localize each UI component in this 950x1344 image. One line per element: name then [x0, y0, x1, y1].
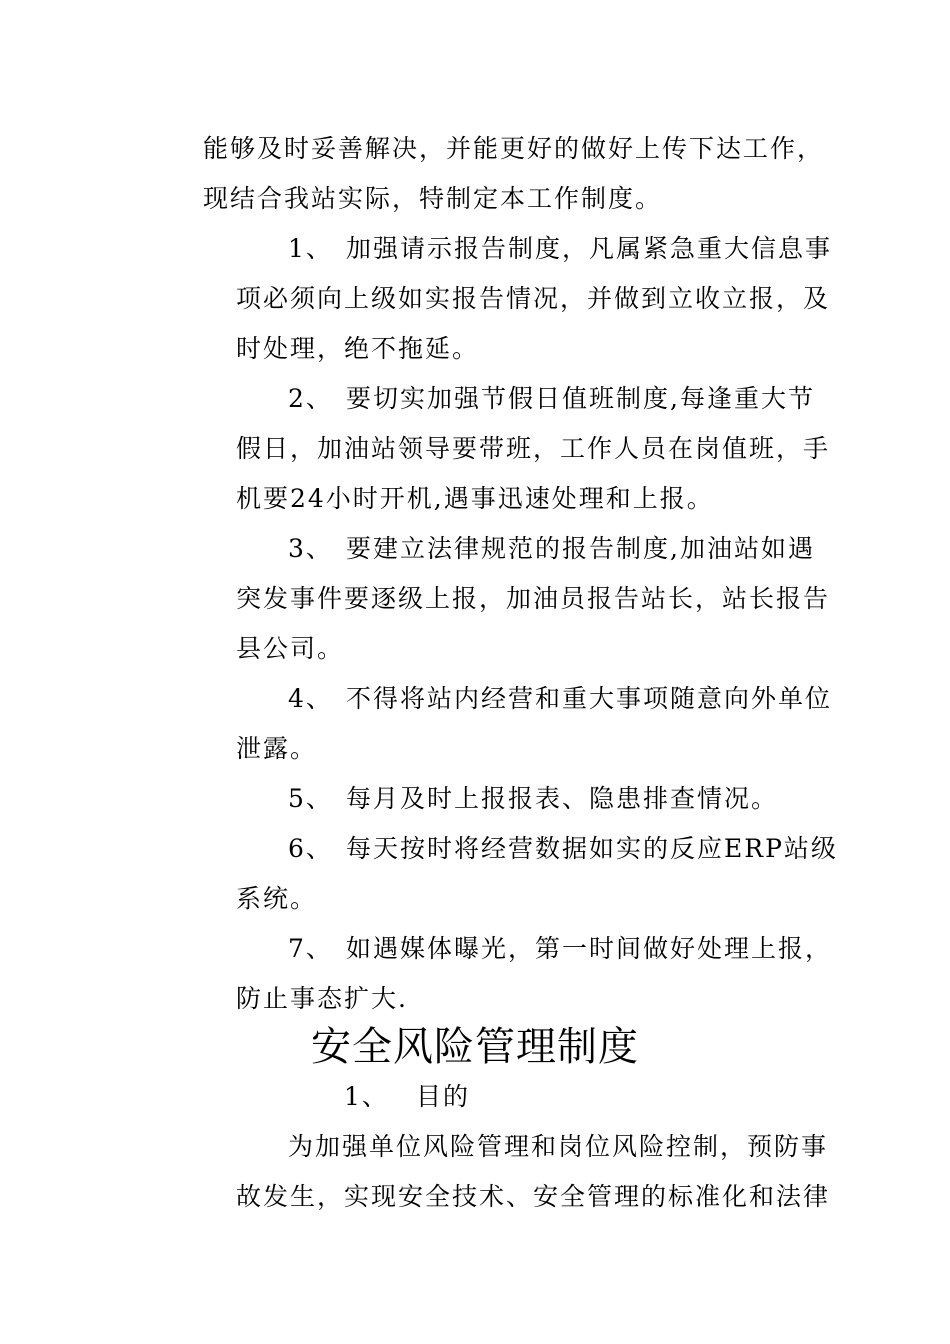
list-item-3-line-3: 县公司。: [236, 634, 345, 663]
list-item-text: 加强请示报告制度，凡属紧急重大信息事: [346, 234, 833, 263]
list-item-text: 要建立法律规范的报告制度,加油站如遇: [346, 534, 815, 563]
list-item-number: 7、: [288, 934, 333, 963]
list-item-2-line-2: 假日，加油站领导要带班，工作人员在岗值班，手: [236, 434, 831, 463]
intro-line-2: 现结合我站实际，特制定本工作制度。: [203, 184, 663, 213]
list-item-1-line-3: 时处理，绝不拖延。: [236, 334, 480, 363]
section-paragraph-line-1: 为加强单位风险管理和岗位风险控制，预防事: [288, 1132, 829, 1161]
list-item-6: [288, 832, 838, 866]
section-subheading: [344, 1080, 470, 1114]
list-item-3: [288, 532, 815, 566]
list-item-text: 要切实加强节假日值班制度,每逢重大节: [346, 384, 815, 413]
list-item-2-line-3: 机要24小时开机,遇事迅速处理和上报。: [236, 484, 714, 513]
list-item-4: [288, 682, 832, 716]
list-item-number: 2、: [288, 384, 333, 413]
list-item-text: 不得将站内经营和重大事项随意向外单位: [346, 684, 833, 713]
intro-line-1: 能够及时妥善解决，并能更好的做好上传下达工作，: [203, 134, 825, 163]
list-item-7-line-2: 防止事态扩大.: [236, 984, 408, 1013]
list-item-4-line-2: 泄露。: [236, 734, 318, 763]
list-item-3-line-2: 突发事件要逐级上报，加油员报告站长，站长报告: [236, 584, 831, 613]
list-item-2: [288, 382, 815, 416]
section-title: 安全风险管理制度: [311, 1024, 639, 1070]
list-item-number: 4、: [288, 684, 333, 713]
list-item-number: 5、: [288, 784, 333, 813]
list-item-text: 每天按时将经营数据如实的反应ERP站级: [346, 834, 838, 863]
subheading-text: 目的: [416, 1082, 471, 1111]
list-item-number: 6、: [288, 834, 333, 863]
section-paragraph-line-2: 故发生，实现安全技术、安全管理的标准化和法律: [236, 1182, 831, 1211]
list-item-text: 每月及时上报报表、隐患排查情况。: [346, 784, 779, 813]
list-item-6-line-2: 系统。: [236, 884, 318, 913]
list-item-number: 3、: [288, 534, 333, 563]
list-item-1: [288, 232, 832, 266]
list-item-number: 1、: [288, 234, 333, 263]
list-item-text: 如遇媒体曝光，第一时间做好处理上报，: [346, 934, 833, 963]
subheading-number: 1、: [344, 1082, 389, 1111]
list-item-1-line-2: 项必须向上级如实报告情况，并做到立收立报，及: [236, 284, 831, 313]
list-item-7: [288, 932, 832, 966]
list-item-5: [288, 782, 778, 816]
